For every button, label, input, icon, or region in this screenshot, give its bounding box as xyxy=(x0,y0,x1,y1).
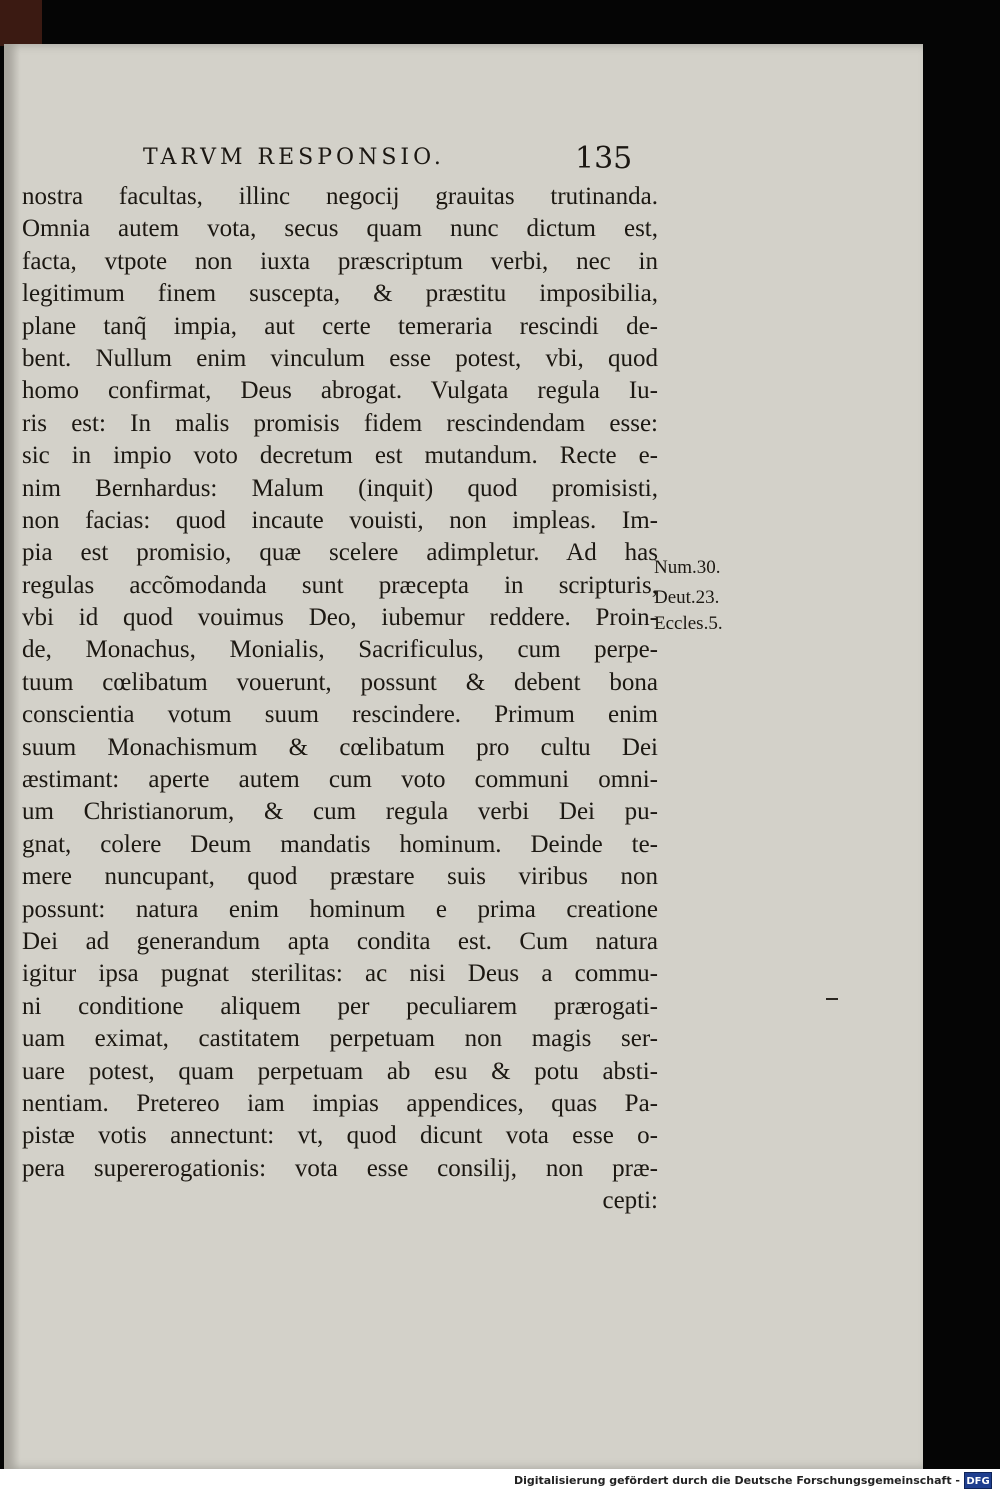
text-line: sic in impio voto decretum est mutandum. Recte e- xyxy=(22,442,658,470)
text-line: æstimant: aperte autem cum voto communi omni- xyxy=(22,766,658,794)
book-spine-edge xyxy=(0,0,42,46)
body-text xyxy=(22,181,658,1218)
text-line: tuum cœlibatum vouerunt, possunt & debent bona xyxy=(22,668,658,696)
running-head: TARVM RESPONSIO. xyxy=(143,145,445,170)
text-line: de, Monachus, Monialis, Sacrificulus, cum perpe- xyxy=(22,636,658,664)
text-line: Omnia autem vota, secus quam nunc dictum est, xyxy=(22,215,658,243)
text-line: regulas accõmodanda sunt præcepta in scripturis, xyxy=(22,571,658,599)
text-line: non facias: quod incaute vouisti, non impleas. Im- xyxy=(22,506,658,534)
text-line: uare potest, quam perpetuam ab esu & potu absti- xyxy=(22,1057,658,1085)
text-line: plane tanq̃ impia, aut certe temeraria rescindi de- xyxy=(22,312,658,340)
marginal-note-numbers: Num.30. xyxy=(654,557,721,578)
text-line: nim Bernhardus: Malum (inquit) quod promisisti, xyxy=(22,474,658,502)
text-line: ni conditione aliquem per peculiarem prærogati- xyxy=(22,992,658,1020)
text-line: nostra facultas, illinc negocij grauitas trutinanda. xyxy=(22,183,658,210)
text-line: vbi id quod vouimus Deo, iubemur reddere. Proin- xyxy=(22,604,658,632)
text-line: pia est promisio, quæ scelere adimpletur. Ad has xyxy=(22,539,658,567)
stray-mark xyxy=(826,998,838,1000)
text-line: legitimum finem suscepta, & præstitu imposibilia, xyxy=(22,280,658,308)
text-line: suum Monachismum & cœlibatum pro cultu Dei xyxy=(22,733,658,761)
text-line: ris est: In malis promisis fidem rescindendam esse: xyxy=(22,409,658,437)
text-line: igitur ipsa pugnat sterilitas: ac nisi Deus a commu- xyxy=(22,960,658,988)
text-line: gnat, colere Deum mandatis hominum. Deinde te- xyxy=(22,830,658,858)
text-line: um Christianorum, & cum regula verbi Dei pu- xyxy=(22,798,658,826)
text-line: mere nuncupant, quod præstare suis viribus non xyxy=(22,863,658,891)
text-line: pera supererogationis: vota esse consilij, non præ- xyxy=(22,1154,658,1182)
text-line: nentiam. Pretereo iam impias appendices, quas Pa- xyxy=(22,1089,658,1117)
page-number: 135 xyxy=(575,141,633,176)
text-line: possunt: natura enim hominum e prima creatione xyxy=(22,895,658,923)
text-line: bent. Nullum enim vinculum esse potest, vbi, quod xyxy=(22,344,658,372)
marginal-note-ecclesiastes: Eccles.5. xyxy=(654,613,723,634)
text-line: conscientia votum suum rescindere. Primum enim xyxy=(22,701,658,729)
text-line: pistæ votis annectunt: vt, quod dicunt vota esse o- xyxy=(22,1122,658,1150)
text-line: facta, vtpote non iuxta præscriptum verbi, nec in xyxy=(22,247,658,275)
text-line: uam eximat, castitatem perpetuam non magis ser- xyxy=(22,1025,658,1053)
page-gutter-shadow xyxy=(4,44,20,1469)
text-line: homo confirmat, Deus abrogat. Vulgata regula Iu- xyxy=(22,377,658,405)
dfg-logo-icon: DFG xyxy=(964,1472,992,1489)
text-line: Dei ad generandum apta condita est. Cum natura xyxy=(22,927,658,955)
marginal-note-deuteronomy: Deut.23. xyxy=(654,587,720,608)
catchword: cepti: xyxy=(602,1187,658,1215)
funding-credit: Digitalisierung gefördert durch die Deutsche Forschungsgemeinschaft - xyxy=(513,1474,960,1487)
